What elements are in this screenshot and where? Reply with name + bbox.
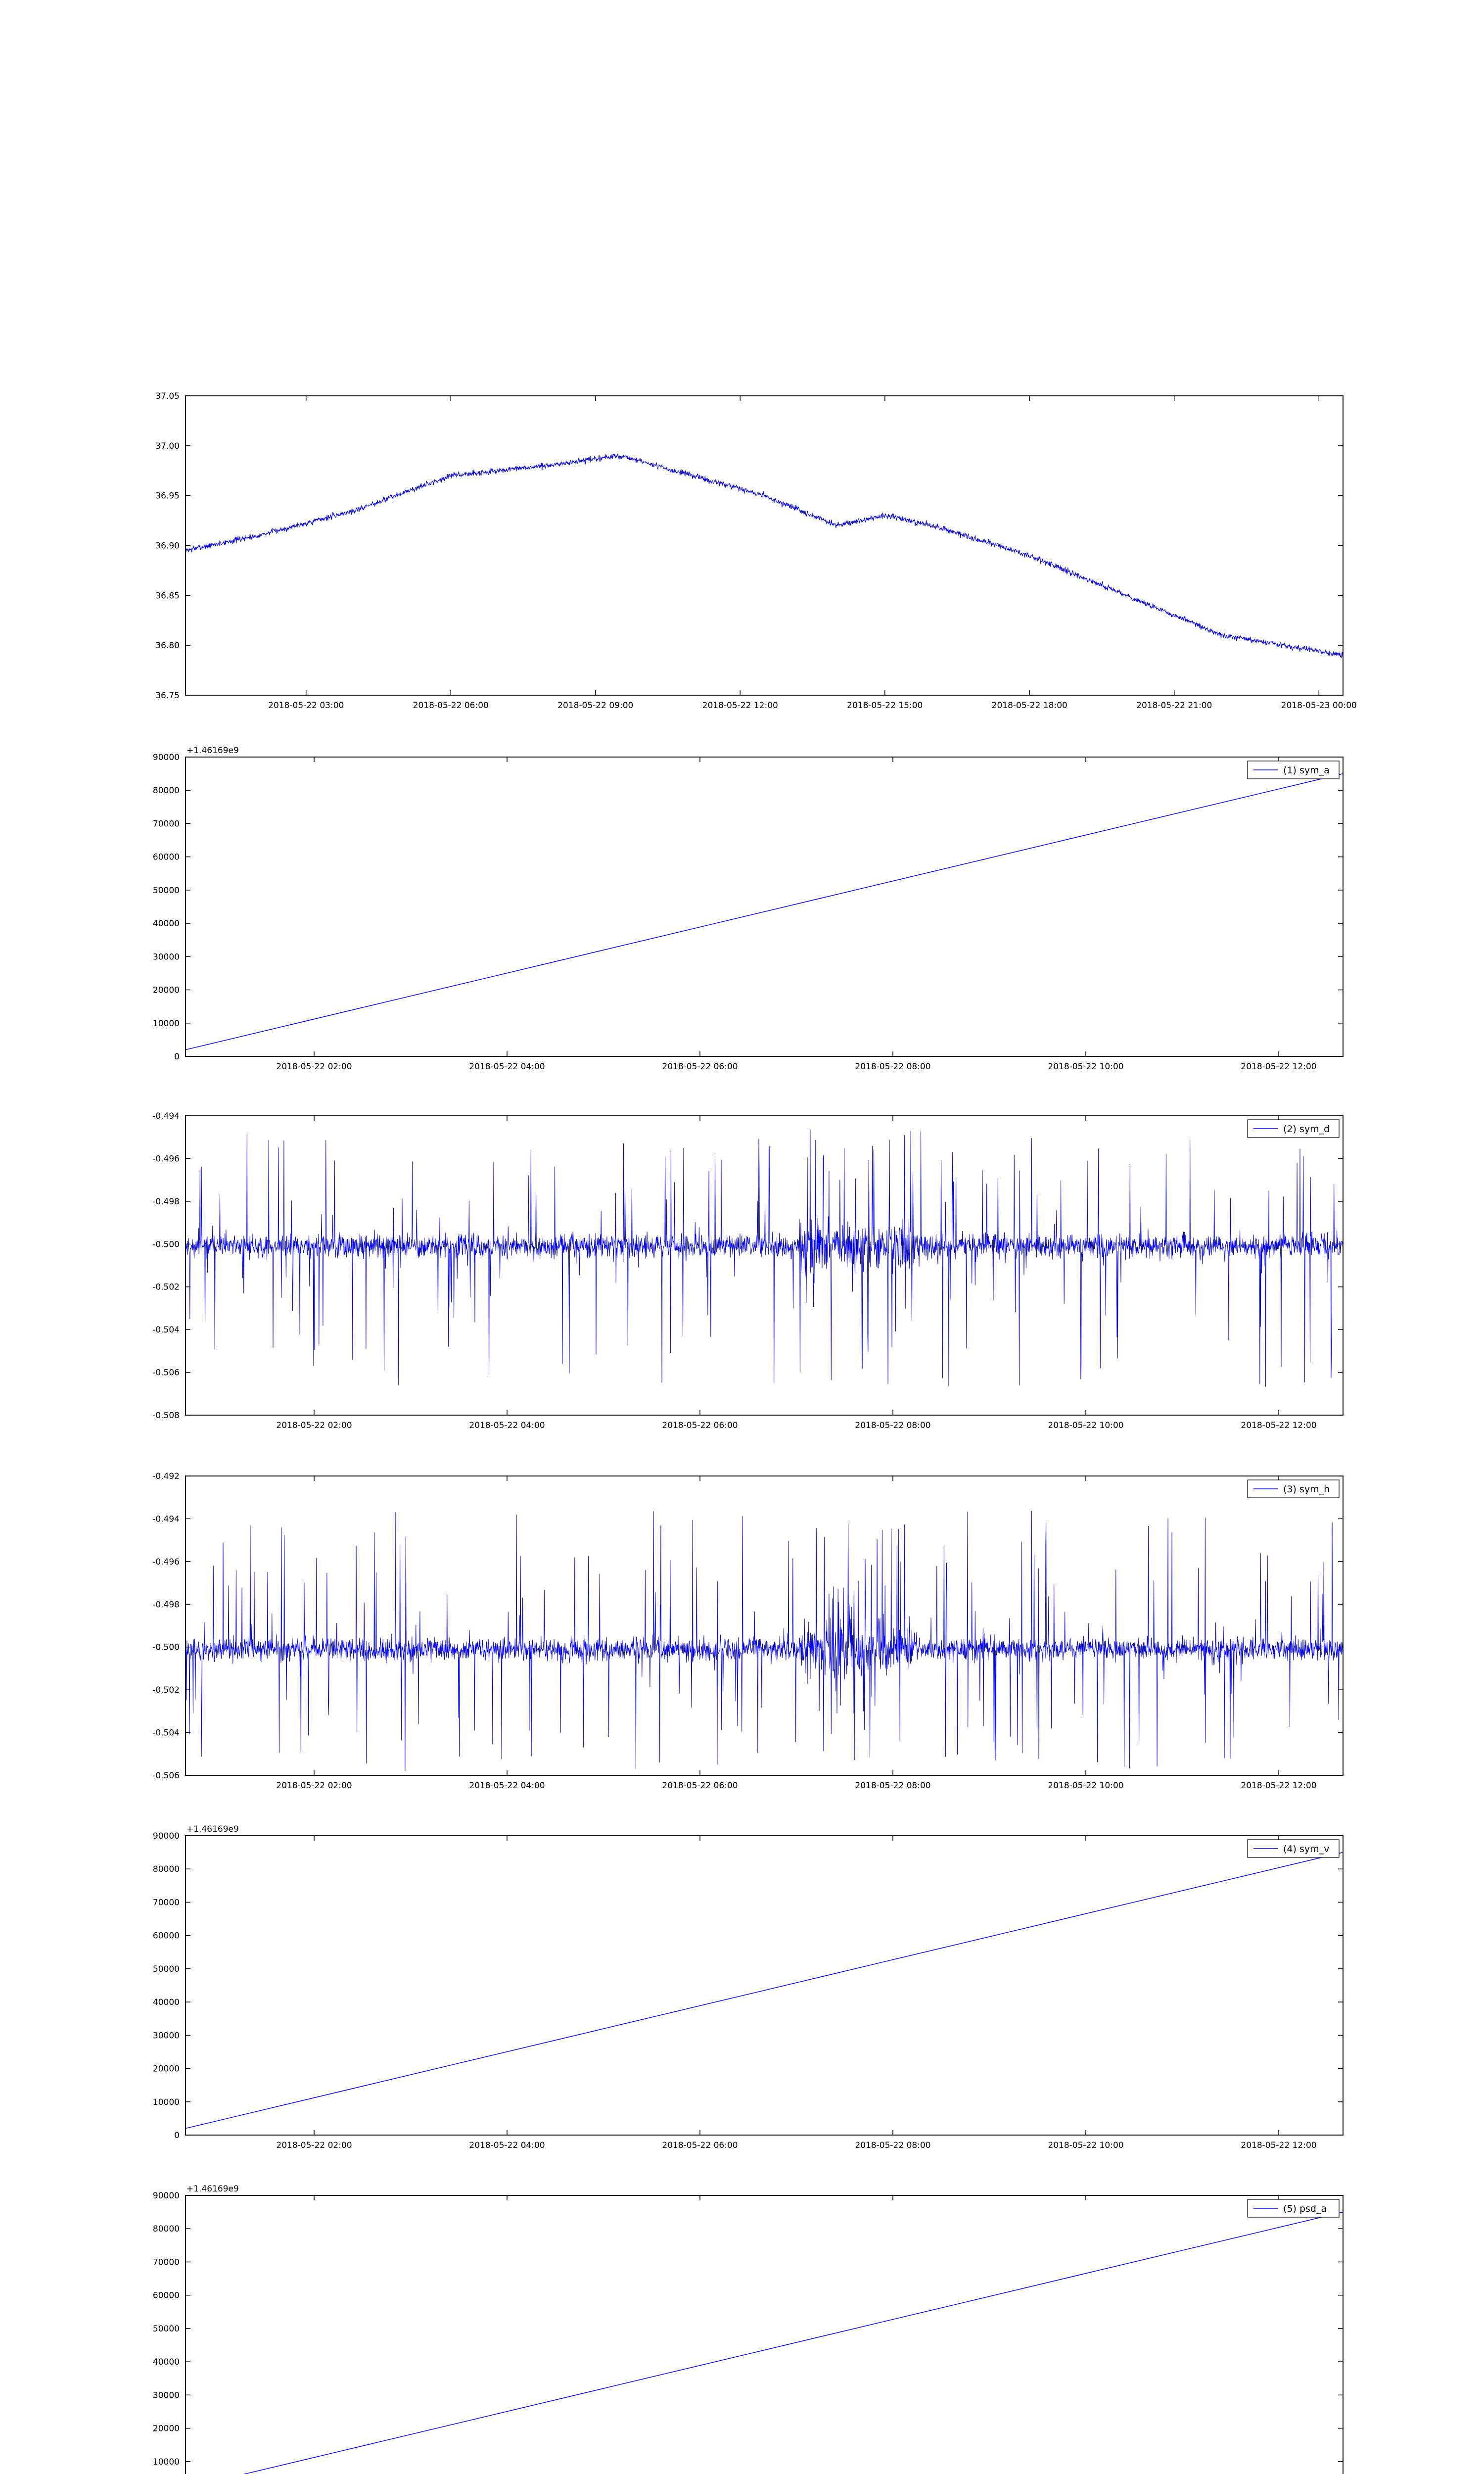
y-tick-label: 37.05 xyxy=(155,391,180,401)
y-tick-label: -0.492 xyxy=(152,1472,180,1481)
x-tick-label: 2018-05-22 15:00 xyxy=(847,701,923,711)
legend xyxy=(1248,1120,1339,1138)
y-tick-label: -0.498 xyxy=(152,1600,180,1610)
legend-label: (2) sym_d xyxy=(1283,1124,1330,1135)
y-tick-label: 40000 xyxy=(152,919,180,929)
x-tick-label: 2018-05-22 02:00 xyxy=(276,1421,352,1430)
y-tick-label: -0.496 xyxy=(152,1154,180,1164)
y-tick-label: 10000 xyxy=(152,1018,180,1029)
y-tick-label: -0.494 xyxy=(152,1111,180,1121)
x-tick-label: 2018-05-22 18:00 xyxy=(991,701,1067,711)
y-tick-label: 20000 xyxy=(152,2064,180,2074)
x-tick-label: 2018-05-22 12:00 xyxy=(1241,1421,1317,1430)
y-tick-label: 10000 xyxy=(152,2457,180,2467)
x-tick-label: 2018-05-22 06:00 xyxy=(413,701,489,711)
x-tick-label: 2018-05-22 10:00 xyxy=(1048,1781,1124,1791)
y-tick-label: -0.506 xyxy=(152,1368,180,1378)
legend xyxy=(1248,1840,1339,1857)
y-tick-label: 50000 xyxy=(152,1964,180,1974)
x-tick-label: 2018-05-22 12:00 xyxy=(1241,1062,1317,1072)
y-tick-label: 36.75 xyxy=(155,691,180,701)
y-tick-label: -0.502 xyxy=(152,1282,180,1292)
legend-label: (4) sym_v xyxy=(1283,1844,1330,1855)
y-tick-label: 37.00 xyxy=(155,441,180,451)
x-tick-label: 2018-05-22 02:00 xyxy=(276,1781,352,1791)
y-tick-label: 90000 xyxy=(152,753,180,762)
y-tick-label: 10000 xyxy=(152,2097,180,2107)
y-tick-label: 0 xyxy=(174,2131,180,2141)
x-tick-label: 2018-05-22 04:00 xyxy=(469,1781,545,1791)
y-tick-label: 40000 xyxy=(152,2357,180,2368)
x-tick-label: 2018-05-22 06:00 xyxy=(662,1781,738,1791)
legend xyxy=(1248,2199,1339,2217)
y-tick-label: 70000 xyxy=(152,1898,180,1908)
y-tick-label: 70000 xyxy=(152,2257,180,2268)
y-tick-label: 60000 xyxy=(152,2290,180,2301)
x-tick-label: 2018-05-22 04:00 xyxy=(469,1421,545,1430)
legend-label: (1) sym_a xyxy=(1283,765,1330,776)
y-tick-label: 30000 xyxy=(152,2390,180,2401)
x-tick-label: 2018-05-23 00:00 xyxy=(1281,701,1357,711)
x-tick-label: 2018-05-22 02:00 xyxy=(276,1062,352,1072)
y-tick-label: 80000 xyxy=(152,786,180,796)
y-tick-label: -0.494 xyxy=(152,1514,180,1524)
x-tick-label: 2018-05-22 04:00 xyxy=(469,1062,545,1072)
y-tick-label: 36.95 xyxy=(155,491,180,501)
y-tick-label: 30000 xyxy=(152,2031,180,2041)
y-tick-label: 50000 xyxy=(152,885,180,896)
y-tick-label: 80000 xyxy=(152,2224,180,2235)
x-tick-label: 2018-05-22 10:00 xyxy=(1048,2141,1124,2150)
y-tick-label: -0.504 xyxy=(152,1728,180,1738)
x-tick-label: 2018-05-22 03:00 xyxy=(268,701,344,711)
x-tick-label: 2018-05-22 12:00 xyxy=(1241,2141,1317,2150)
y-offset-text: +1.46169e9 xyxy=(186,746,239,756)
y-tick-label: 80000 xyxy=(152,1864,180,1875)
y-tick-label: 36.85 xyxy=(155,591,180,601)
x-tick-label: 2018-05-22 06:00 xyxy=(662,1062,738,1072)
x-tick-label: 2018-05-22 12:00 xyxy=(1241,1781,1317,1791)
y-tick-label: 60000 xyxy=(152,1931,180,1941)
y-tick-label: 0 xyxy=(174,1052,180,1062)
y-tick-label: 30000 xyxy=(152,952,180,962)
y-tick-label: 60000 xyxy=(152,852,180,862)
x-tick-label: 2018-05-22 12:00 xyxy=(702,701,778,711)
legend xyxy=(1248,1480,1339,1498)
x-tick-label: 2018-05-22 10:00 xyxy=(1048,1421,1124,1430)
x-tick-label: 2018-05-22 08:00 xyxy=(855,1781,931,1791)
x-tick-label: 2018-05-22 09:00 xyxy=(557,701,634,711)
y-tick-label: -0.508 xyxy=(152,1411,180,1421)
x-tick-label: 2018-05-22 04:00 xyxy=(469,2141,545,2150)
legend-label: (3) sym_h xyxy=(1283,1484,1330,1495)
y-tick-label: 90000 xyxy=(152,2191,180,2201)
legend-label: (5) psd_a xyxy=(1283,2203,1327,2214)
x-tick-label: 2018-05-22 08:00 xyxy=(855,2141,931,2150)
y-tick-label: 90000 xyxy=(152,1831,180,1841)
x-tick-label: 2018-05-22 06:00 xyxy=(662,2141,738,2150)
y-offset-text: +1.46169e9 xyxy=(186,1824,239,1834)
x-tick-label: 2018-05-22 06:00 xyxy=(662,1421,738,1430)
legend xyxy=(1248,761,1339,779)
x-tick-label: 2018-05-22 08:00 xyxy=(855,1421,931,1430)
x-tick-label: 2018-05-22 21:00 xyxy=(1136,701,1212,711)
x-tick-label: 2018-05-22 10:00 xyxy=(1048,1062,1124,1072)
y-tick-label: 40000 xyxy=(152,1998,180,2008)
x-tick-label: 2018-05-22 02:00 xyxy=(276,2141,352,2150)
y-tick-label: -0.500 xyxy=(152,1642,180,1653)
y-tick-label: 70000 xyxy=(152,819,180,829)
y-tick-label: -0.504 xyxy=(152,1325,180,1335)
y-tick-label: -0.498 xyxy=(152,1196,180,1207)
y-tick-label: 36.80 xyxy=(155,641,180,651)
y-tick-label: 20000 xyxy=(152,2424,180,2434)
y-tick-label: 20000 xyxy=(152,985,180,996)
y-tick-label: 50000 xyxy=(152,2324,180,2334)
y-tick-label: -0.502 xyxy=(152,1685,180,1696)
y-tick-label: -0.506 xyxy=(152,1771,180,1781)
y-tick-label: -0.496 xyxy=(152,1557,180,1567)
y-tick-label: 36.90 xyxy=(155,541,180,551)
y-offset-text: +1.46169e9 xyxy=(186,2184,239,2194)
x-tick-label: 2018-05-22 08:00 xyxy=(855,1062,931,1072)
y-tick-label: -0.500 xyxy=(152,1239,180,1250)
